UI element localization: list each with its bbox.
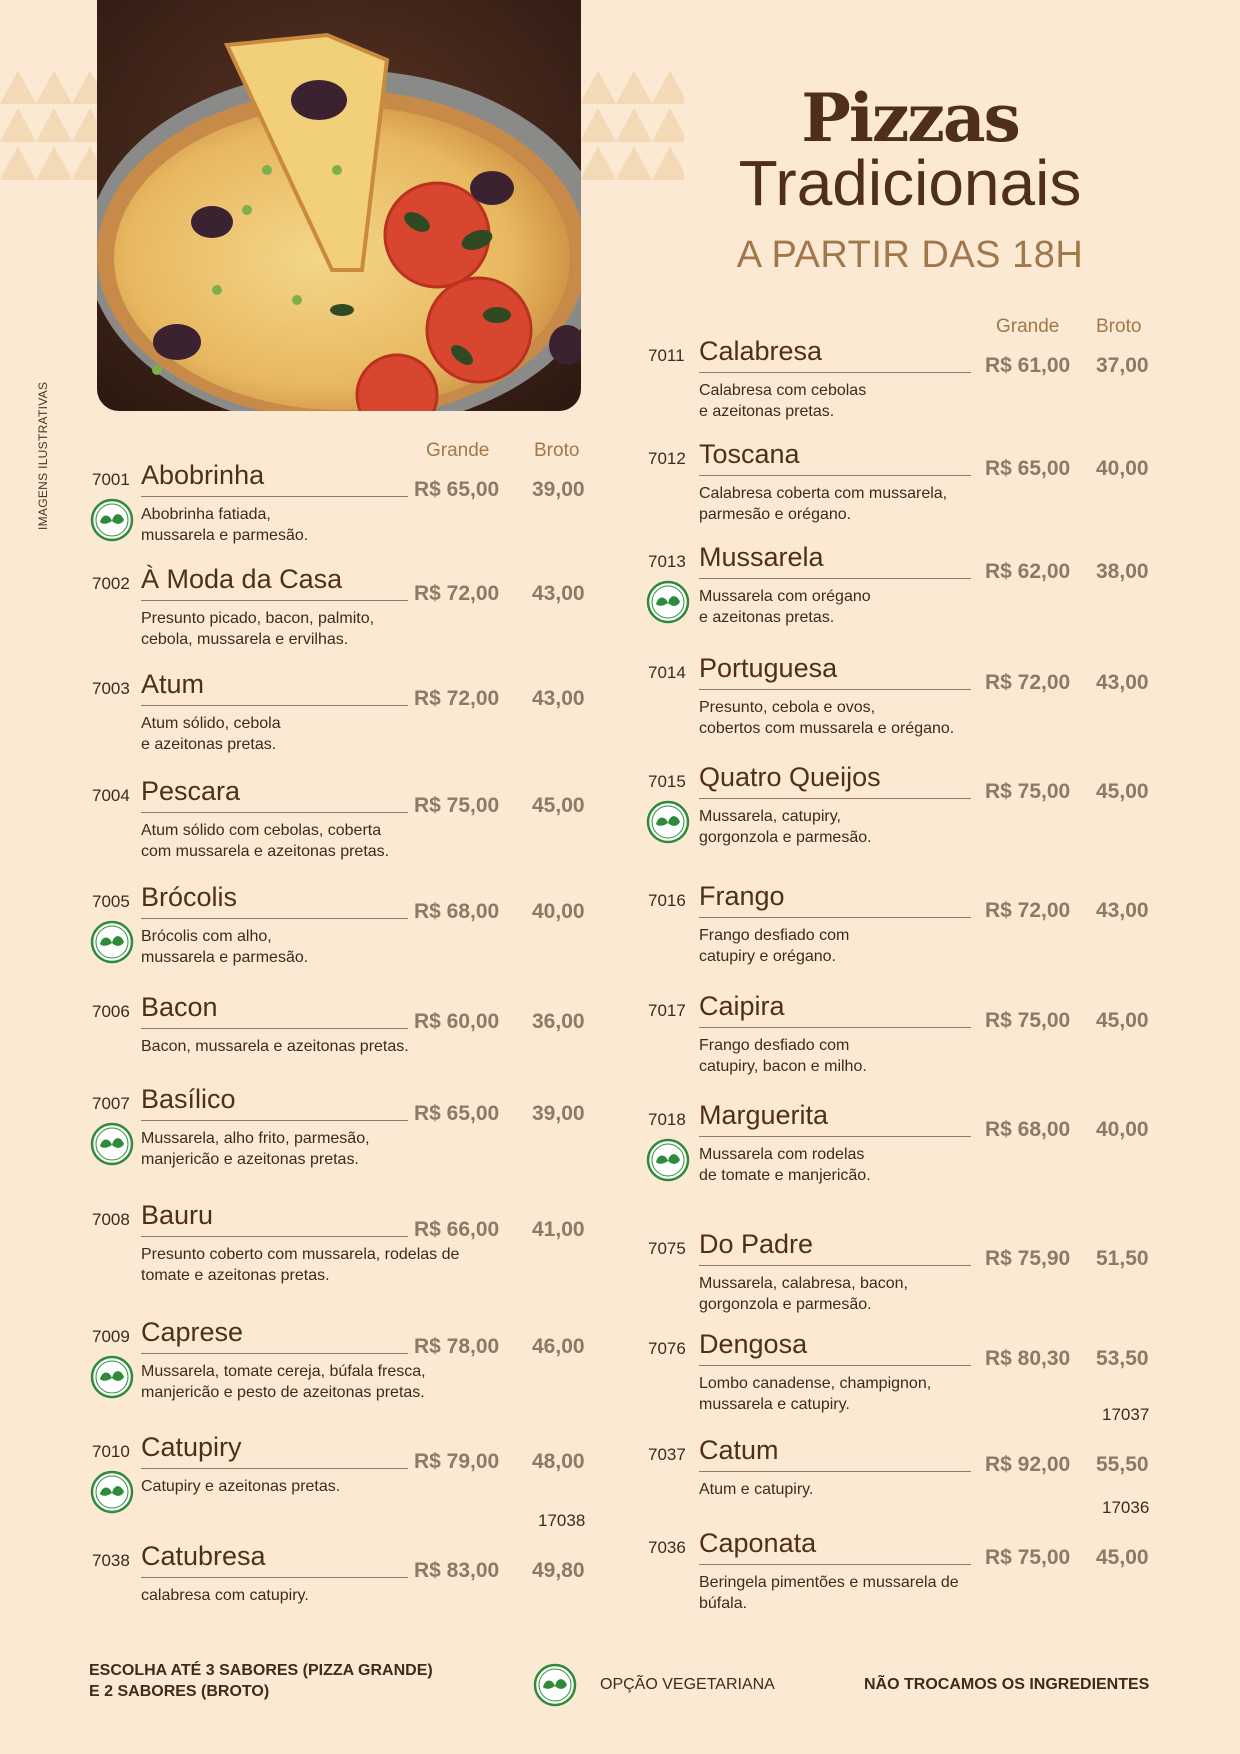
triangle-pattern-left bbox=[0, 66, 100, 180]
item-description: Mussarela, tomate cereja, búfala fresca, bbox=[141, 1363, 426, 1380]
vegetarian-icon bbox=[90, 1470, 134, 1514]
price-grande: R$ 75,90 bbox=[985, 1247, 1071, 1270]
schedule-note: A PARTIR DAS 18H bbox=[736, 234, 1084, 276]
price-broto: 46,00 bbox=[532, 1335, 585, 1358]
left-grande-header: Grande bbox=[426, 440, 490, 461]
price-broto: 37,00 bbox=[1096, 354, 1149, 377]
item-divider bbox=[141, 1236, 408, 1237]
price-broto: 45,00 bbox=[1096, 1009, 1149, 1032]
item-description-2: búfala. bbox=[699, 1595, 748, 1612]
price-broto: 39,00 bbox=[532, 1102, 585, 1125]
item-description: Calabresa com cebolas bbox=[699, 382, 867, 399]
price-grande: R$ 65,00 bbox=[414, 1102, 500, 1125]
item-divider bbox=[699, 1564, 971, 1565]
item-code: 7004 bbox=[92, 786, 130, 805]
item-description-2: gorgonzola e parmesão. bbox=[699, 829, 872, 846]
item-divider bbox=[699, 689, 971, 690]
item-code: 7016 bbox=[648, 891, 686, 910]
item-divider bbox=[141, 812, 408, 813]
footer-flavors-line1: ESCOLHA ATÉ 3 SABORES (PIZZA GRANDE) bbox=[89, 1662, 433, 1679]
price-broto: 43,00 bbox=[532, 582, 585, 605]
item-description: Presunto picado, bacon, palmito, bbox=[141, 610, 375, 627]
item-divider bbox=[141, 496, 408, 497]
price-grande: R$ 72,00 bbox=[985, 671, 1071, 694]
triangle-pattern-right bbox=[580, 66, 684, 180]
item-name: Dengosa bbox=[699, 1329, 808, 1359]
item-description: Mussarela, alho frito, parmesão, bbox=[141, 1130, 370, 1147]
item-name: Bacon bbox=[141, 992, 218, 1022]
item-name: Abobrinha bbox=[141, 460, 265, 490]
item-code: 7003 bbox=[92, 679, 130, 698]
item-name: Calabresa bbox=[699, 336, 823, 366]
price-grande: R$ 66,00 bbox=[414, 1218, 500, 1241]
item-description-2: gorgonzola e parmesão. bbox=[699, 1296, 872, 1313]
item-divider bbox=[699, 1027, 971, 1028]
price-grande: R$ 92,00 bbox=[985, 1453, 1071, 1476]
price-grande: R$ 75,00 bbox=[414, 794, 500, 817]
footer-veg-label: OPÇÃO VEGETARIANA bbox=[600, 1676, 775, 1693]
item-description-2: catupiry, bacon e milho. bbox=[699, 1058, 867, 1075]
price-broto: 36,00 bbox=[532, 1010, 585, 1033]
illustrative-images-note: IMAGENS ILUSTRATIVAS bbox=[36, 381, 50, 530]
price-grande: R$ 79,00 bbox=[414, 1450, 500, 1473]
item-divider bbox=[699, 578, 971, 579]
item-description-2: tomate e azeitonas pretas. bbox=[141, 1267, 330, 1284]
item-name: Pescara bbox=[141, 776, 241, 806]
price-broto: 45,00 bbox=[1096, 1546, 1149, 1569]
price-grande: R$ 72,00 bbox=[414, 687, 500, 710]
item-code: 7011 bbox=[648, 346, 685, 365]
alt-code: 17036 bbox=[1102, 1498, 1150, 1517]
item-divider bbox=[699, 1365, 971, 1366]
item-name: Catum bbox=[699, 1435, 779, 1465]
price-grande: R$ 68,00 bbox=[414, 900, 500, 923]
price-grande: R$ 68,00 bbox=[985, 1118, 1071, 1141]
price-grande: R$ 83,00 bbox=[414, 1559, 500, 1582]
item-divider bbox=[699, 798, 971, 799]
item-description-2: e azeitonas pretas. bbox=[141, 736, 277, 753]
item-description: Abobrinha fatiada, bbox=[141, 506, 271, 523]
item-name: Bauru bbox=[141, 1200, 214, 1230]
item-description: Mussarela, calabresa, bacon, bbox=[699, 1275, 908, 1292]
item-code: 7006 bbox=[92, 1002, 130, 1021]
price-grande: R$ 75,00 bbox=[985, 780, 1071, 803]
vegetarian-icon bbox=[646, 1138, 690, 1182]
item-name: Catupiry bbox=[141, 1432, 242, 1462]
item-code: 7037 bbox=[648, 1445, 686, 1464]
price-broto: 45,00 bbox=[532, 794, 585, 817]
price-broto: 39,00 bbox=[532, 478, 585, 501]
item-divider bbox=[141, 918, 408, 919]
item-description: Presunto, cebola e ovos, bbox=[699, 699, 876, 716]
vegetarian-icon bbox=[90, 1355, 134, 1399]
price-broto: 49,80 bbox=[532, 1559, 585, 1582]
item-description-2: manjericão e azeitonas pretas. bbox=[141, 1151, 359, 1168]
item-description-2: e azeitonas pretas. bbox=[699, 403, 835, 420]
item-description: calabresa com catupiry. bbox=[141, 1587, 309, 1604]
price-broto: 40,00 bbox=[1096, 1118, 1149, 1141]
item-description-2: mussarela e catupiry. bbox=[699, 1396, 850, 1413]
item-code: 7014 bbox=[648, 663, 686, 682]
item-description-2: de tomate e manjericão. bbox=[699, 1167, 871, 1184]
item-divider bbox=[141, 1353, 408, 1354]
price-grande: R$ 78,00 bbox=[414, 1335, 500, 1358]
price-grande: R$ 60,00 bbox=[414, 1010, 500, 1033]
item-name: Caprese bbox=[141, 1317, 244, 1347]
item-name: Do Padre bbox=[699, 1229, 814, 1259]
item-code: 7036 bbox=[648, 1538, 686, 1557]
item-description-2: parmesão e orégano. bbox=[699, 506, 852, 523]
item-description-2: com mussarela e azeitonas pretas. bbox=[141, 843, 390, 860]
right-grande-header: Grande bbox=[996, 316, 1060, 337]
price-broto: 55,50 bbox=[1096, 1453, 1149, 1476]
price-grande: R$ 75,00 bbox=[985, 1009, 1071, 1032]
price-broto: 51,50 bbox=[1096, 1247, 1149, 1270]
price-grande: R$ 62,00 bbox=[985, 560, 1071, 583]
item-code: 7002 bbox=[92, 574, 130, 593]
item-description: Bacon, mussarela e azeitonas pretas. bbox=[141, 1038, 409, 1055]
item-code: 7012 bbox=[648, 449, 686, 468]
item-description: Mussarela com orégano bbox=[699, 588, 871, 605]
item-code: 7001 bbox=[92, 470, 130, 489]
item-divider bbox=[141, 1577, 408, 1578]
price-grande: R$ 75,00 bbox=[985, 1546, 1071, 1569]
price-broto: 48,00 bbox=[532, 1450, 585, 1473]
item-description: Frango desfiado com bbox=[699, 927, 850, 944]
item-description-2: mussarela e parmesão. bbox=[141, 949, 309, 966]
price-grande: R$ 72,00 bbox=[985, 899, 1071, 922]
item-divider bbox=[699, 475, 971, 476]
item-name: À Moda da Casa bbox=[141, 564, 343, 594]
item-code: 7076 bbox=[648, 1339, 686, 1358]
item-code: 7018 bbox=[648, 1110, 686, 1129]
price-broto: 53,50 bbox=[1096, 1347, 1149, 1370]
price-broto: 40,00 bbox=[532, 900, 585, 923]
price-broto: 43,00 bbox=[1096, 671, 1149, 694]
item-description: Mussarela com rodelas bbox=[699, 1146, 865, 1163]
price-grande: R$ 72,00 bbox=[414, 582, 500, 605]
page-title: Pizzas bbox=[801, 79, 1019, 157]
price-broto: 43,00 bbox=[532, 687, 585, 710]
item-name: Mussarela bbox=[699, 542, 824, 572]
item-code: 7009 bbox=[92, 1327, 130, 1346]
item-divider bbox=[699, 917, 971, 918]
item-name: Portuguesa bbox=[699, 653, 838, 683]
item-code: 7038 bbox=[92, 1551, 130, 1570]
footer-flavors-line2: E 2 SABORES (BROTO) bbox=[89, 1683, 270, 1700]
item-divider bbox=[141, 1468, 408, 1469]
price-broto: 41,00 bbox=[532, 1218, 585, 1241]
item-description: Beringela pimentões e mussarela de bbox=[699, 1574, 959, 1591]
item-description-2: mussarela e parmesão. bbox=[141, 527, 309, 544]
vegetarian-icon bbox=[646, 800, 690, 844]
item-name: Catubresa bbox=[141, 1541, 266, 1571]
item-code: 7015 bbox=[648, 772, 686, 791]
item-name: Basílico bbox=[141, 1084, 236, 1114]
item-name: Caipira bbox=[699, 991, 785, 1021]
price-grande: R$ 80,30 bbox=[985, 1347, 1071, 1370]
item-description-2: cebola, mussarela e ervilhas. bbox=[141, 631, 349, 648]
item-code: 7005 bbox=[92, 892, 130, 911]
item-description: Atum sólido, cebola bbox=[141, 715, 281, 732]
item-divider bbox=[141, 600, 408, 601]
item-description: Atum e catupiry. bbox=[699, 1481, 814, 1498]
footer-no-swap: NÃO TROCAMOS OS INGREDIENTES bbox=[864, 1676, 1150, 1693]
vegetarian-icon bbox=[646, 580, 690, 624]
item-code: 7010 bbox=[92, 1442, 130, 1461]
vegetarian-icon bbox=[90, 1122, 134, 1166]
item-description: Atum sólido com cebolas, coberta bbox=[141, 822, 382, 839]
item-name: Quatro Queijos bbox=[699, 762, 881, 792]
item-code: 7007 bbox=[92, 1094, 130, 1113]
price-grande: R$ 65,00 bbox=[414, 478, 500, 501]
item-divider bbox=[699, 1136, 971, 1137]
item-divider bbox=[699, 1471, 971, 1472]
item-name: Atum bbox=[141, 669, 205, 699]
price-broto: 43,00 bbox=[1096, 899, 1149, 922]
alt-code: 17038 bbox=[538, 1511, 586, 1530]
item-name: Brócolis bbox=[141, 882, 238, 912]
price-grande: R$ 61,00 bbox=[985, 354, 1071, 377]
price-grande: R$ 65,00 bbox=[985, 457, 1071, 480]
item-divider bbox=[141, 705, 408, 706]
item-name: Frango bbox=[699, 881, 785, 911]
item-code: 7013 bbox=[648, 552, 686, 571]
item-name: Toscana bbox=[699, 439, 800, 469]
item-description-2: catupiry e orégano. bbox=[699, 948, 836, 965]
right-broto-header: Broto bbox=[1096, 316, 1142, 337]
page-subtitle: Tradicionais bbox=[738, 147, 1082, 219]
alt-code: 17037 bbox=[1102, 1405, 1150, 1424]
item-description: Calabresa coberta com mussarela, bbox=[699, 485, 948, 502]
item-name: Caponata bbox=[699, 1528, 817, 1558]
item-divider bbox=[699, 1265, 971, 1266]
pizza-photo bbox=[97, 0, 581, 411]
item-description: Catupiry e azeitonas pretas. bbox=[141, 1478, 341, 1495]
item-description: Frango desfiado com bbox=[699, 1037, 850, 1054]
price-broto: 38,00 bbox=[1096, 560, 1149, 583]
item-code: 7008 bbox=[92, 1210, 130, 1229]
item-code: 7075 bbox=[648, 1239, 686, 1258]
item-code: 7017 bbox=[648, 1001, 686, 1020]
item-description-2: manjericão e pesto de azeitonas pretas. bbox=[141, 1384, 425, 1401]
left-broto-header: Broto bbox=[534, 440, 580, 461]
price-broto: 40,00 bbox=[1096, 457, 1149, 480]
vegetarian-icon bbox=[90, 498, 134, 542]
item-description: Mussarela, catupiry, bbox=[699, 808, 841, 825]
price-broto: 45,00 bbox=[1096, 780, 1149, 803]
item-divider bbox=[141, 1028, 408, 1029]
item-description: Presunto coberto com mussarela, rodelas de bbox=[141, 1246, 460, 1263]
item-divider bbox=[141, 1120, 408, 1121]
item-description: Brócolis com alho, bbox=[141, 928, 272, 945]
vegetarian-icon bbox=[90, 920, 134, 964]
item-description-2: cobertos com mussarela e orégano. bbox=[699, 720, 955, 737]
item-divider bbox=[699, 372, 971, 373]
item-description: Lombo canadense, champignon, bbox=[699, 1375, 932, 1392]
item-name: Marguerita bbox=[699, 1100, 829, 1130]
vegetarian-icon bbox=[533, 1663, 577, 1707]
item-description-2: e azeitonas pretas. bbox=[699, 609, 835, 626]
